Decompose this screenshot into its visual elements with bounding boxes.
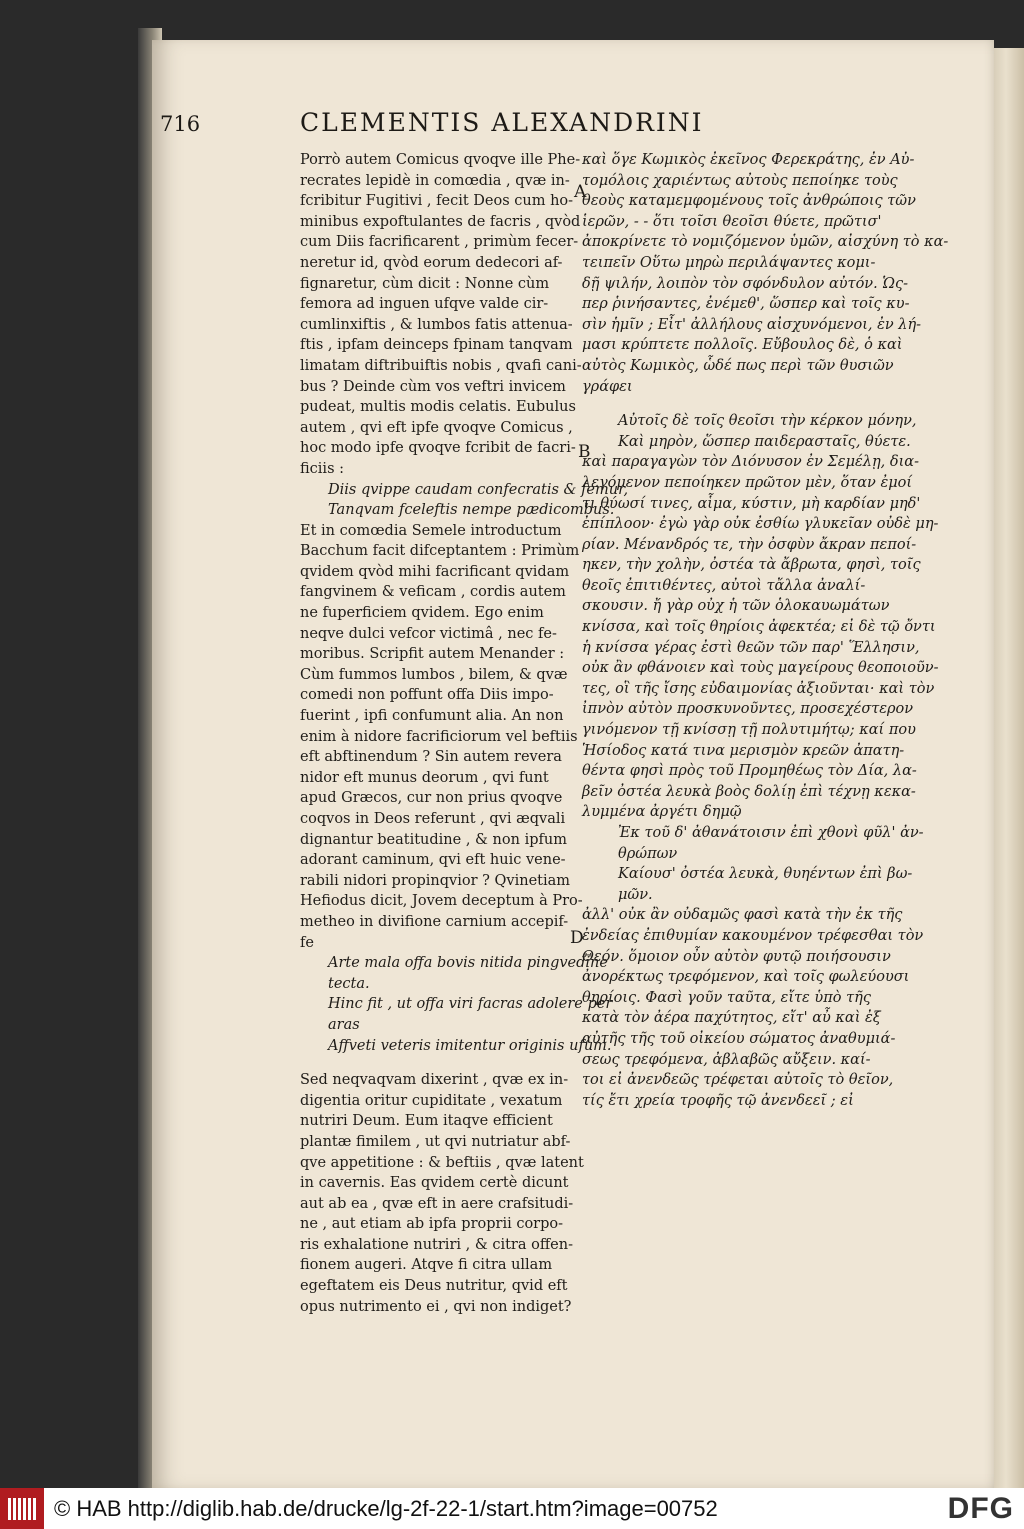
latin-text-line: aut ab ea , qvæ eft in aere crafsitudi- bbox=[300, 1195, 574, 1212]
latin-text-line: recrates lepidè in comœdia , qvæ in- bbox=[300, 172, 570, 189]
greek-text-line: ἀλλ' οὐκ ἂν οὐδαμῶς φασὶ κατὰ τὴν ἐκ τῆς bbox=[582, 907, 903, 924]
greek-text-line: θεοὺς καταμεμφομένους τοῖς ἀνθρώποις τῶν bbox=[582, 193, 916, 210]
latin-text-line: cumlinxiftis , & lumbos fatis attenua- bbox=[300, 316, 573, 333]
latin-text-line: digentia oritur cupiditate , vexatum bbox=[300, 1092, 563, 1109]
page-number: 716 bbox=[160, 112, 201, 136]
latin-text-line: bus ? Deinde cùm vos veftri invicem bbox=[300, 378, 566, 395]
greek-text-line: ηκεν, τὴν χολὴν, ὀστέα τὰ ἄβρωτα, φησὶ, τοῖς bbox=[582, 557, 921, 574]
latin-text-line: plantæ fimilem , ut qvi nutriatur abf- bbox=[300, 1133, 571, 1150]
latin-text-line: Bacchum facit difceptantem : Primùm bbox=[300, 543, 580, 560]
greek-text-line: ἀνορέκτως τρεφόμενον, καὶ τοῖς φωλεύουσι bbox=[582, 969, 910, 986]
latin-text-line: nidor eft munus deorum , qvi funt bbox=[300, 769, 549, 786]
section-mark-b: B bbox=[578, 442, 591, 462]
section-mark-a: A bbox=[574, 182, 587, 202]
greek-text-line: τομόλοις χαριέντως αὐτοὺς πεποίηκε τοὺς bbox=[582, 172, 898, 189]
greek-text-line: τίς ἔτι χρεία τροφῆς τῷ ἀνενδεεῖ ; εἰ bbox=[582, 1092, 854, 1109]
latin-text-line: nutriri Deum. Eum itaqve efficient bbox=[300, 1113, 553, 1130]
latin-text-line: ficiis : bbox=[300, 460, 345, 477]
latin-text-line: adorant caminum, qvi eft huic vene- bbox=[300, 852, 566, 869]
latin-verse-line: Hinc fit , ut offa viri facras adolere per bbox=[328, 996, 613, 1013]
latin-verse-line: aras bbox=[328, 1016, 360, 1033]
greek-text-line: ἀποκρίνετε τὸ νομιζόμενον ὑμῶν, αἰσχύνη τὸ κα- bbox=[582, 234, 949, 251]
latin-text-line: coqvos in Deos referunt , qvi æqvali bbox=[300, 811, 566, 827]
latin-text-line: pudeat, multis modis celatis. Eubulus bbox=[300, 399, 576, 416]
greek-text-line: σεως τρεφόμενα, ἀβλαβῶς αὔξειν. καί- bbox=[582, 1051, 871, 1068]
greek-text-line: ἐπίπλοον· ἐγὼ γὰρ οὐκ ἐσθίω γλυκεῖαν οὐδὲ μη- bbox=[582, 516, 939, 533]
running-title: CLEMENTIS ALEXANDRINI bbox=[300, 108, 704, 137]
latin-verse-line: Tanqvam fceleftis nempe pædicombus. bbox=[328, 502, 615, 519]
latin-spacer bbox=[300, 1056, 576, 1070]
footer-bar bbox=[0, 1488, 1024, 1529]
greek-text-line: κατὰ τὸν ἀέρα παχύτητος, εἴτ' αὖ καὶ ἐξ bbox=[582, 1010, 881, 1027]
latin-text-line: eft abftinendum ? Sin autem revera bbox=[300, 749, 562, 766]
latin-text-line: ne , aut etiam ab ipfa proprii corpo- bbox=[300, 1216, 564, 1233]
greek-text-line: κνίσσα, καὶ τοῖς θηρίοις ἀφεκτέα; εἰ δὲ τῷ ὄντι bbox=[582, 619, 936, 636]
greek-text-line: μασι κρύπτετε πολλοῖς. Εὔβουλος δὲ, ὁ καὶ bbox=[582, 337, 903, 354]
latin-text-line: Cùm fummos lumbos , bilem, & qvæ bbox=[300, 666, 568, 683]
latin-text-line: fe bbox=[300, 934, 314, 951]
latin-text-line: femora ad inguen ufqve valde cir- bbox=[300, 296, 549, 313]
latin-text-line: minibus expoftulantes de facris , qvòd bbox=[300, 213, 581, 230]
greek-text-line: τες, οἳ τῆς ἴσης εὐδαιμονίας ἀξιοῦνται· καὶ τὸν bbox=[582, 680, 935, 697]
dfg-logo[interactable]: DFG bbox=[947, 1492, 1014, 1525]
latin-text-line: ftis , ipfam deinceps fpinam tanqvam bbox=[300, 337, 573, 354]
greek-text-line: καὶ ὅγε Κωμικὸς ἐκεῖνος Φερεκράτης, ἐν Αὐ- bbox=[582, 152, 915, 168]
greek-text-line: Θεόν. ὅμοιον οὖν αὐτὸν φυτῷ ποιήσουσιν bbox=[582, 948, 891, 965]
latin-verse-line: Affveti veteris imitentur originis ufum. bbox=[328, 1037, 612, 1054]
hab-logo-icon[interactable] bbox=[0, 1488, 44, 1529]
greek-text-line: γινόμενον τῇ κνίσσῃ τῇ πολυτιμήτῳ; καί που bbox=[582, 722, 916, 739]
greek-text-line: ἰπνὸν αὐτὸν προσκυνοῦντες, προσεχέστερον bbox=[582, 701, 914, 718]
latin-text-line: limatam diftribuiftis nobis , qvafi cani- bbox=[300, 357, 582, 374]
latin-text-line: metheo in divifione carnium accepif- bbox=[300, 913, 569, 930]
greek-text-line: τι θύωσί τινες, αἷμα, κύστιν, μὴ καρδίαν μηδ' bbox=[582, 495, 921, 512]
latin-text-line: in cavernis. Eas qvidem certè dicunt bbox=[300, 1175, 569, 1192]
latin-text-line: neqve dulci vefcor victimâ , nec fe- bbox=[300, 625, 557, 642]
latin-text-line: qve appetitione : & beftiis , qvæ latent bbox=[300, 1154, 584, 1171]
latin-verse-line: tecta. bbox=[328, 975, 370, 992]
latin-text-line: qvidem qvòd mihi facrificant qvidam bbox=[300, 563, 570, 580]
latin-text-line: ris exhalatione nutriri , & citra offen- bbox=[300, 1236, 573, 1253]
latin-verse-line: Arte mala offa bovis nitida pingvedine bbox=[328, 955, 608, 972]
latin-text-line: Hefiodus dicit, Jovem deceptum à Pro- bbox=[300, 893, 583, 910]
latin-text-line: opus nutrimento ei , qvi non indiget? bbox=[300, 1298, 572, 1315]
greek-text-line: αὐτῆς τῆς τοῦ οἰκείου σώματος ἀναθυμιά- bbox=[582, 1030, 896, 1047]
greek-text-line: ἐνδείας ἐπιθυμίαν κακουμένον τρέφεσθαι τὸν bbox=[582, 927, 924, 944]
greek-verse-line: θρώπων bbox=[618, 845, 678, 862]
greek-column bbox=[582, 150, 949, 1111]
greek-text-line: λεγόμενον πεποίηκεν πρῶτον μὲν, ὅταν ἐμοί bbox=[582, 474, 913, 491]
latin-text-line: comedi non poffunt offa Diis impo- bbox=[300, 687, 554, 704]
latin-text-line: enim à nidore facrificiorum vel beftiis bbox=[300, 728, 578, 745]
latin-text-line: moribus. Scripfit autem Menander : bbox=[300, 646, 565, 663]
latin-text-line: fcribitur Fugitivi , fecit Deos cum ho- bbox=[300, 193, 574, 210]
latin-text-line: Porrò autem Comicus qvoqve ille Phe- bbox=[300, 152, 581, 168]
greek-text-line: ἡ κνίσσα γέρας ἐστὶ θεῶν τῶν παρ' Ἕλλησιν, bbox=[582, 639, 920, 656]
latin-text-line: fionem augeri. Atqve fi citra ullam bbox=[300, 1257, 553, 1274]
latin-text-line: apud Græcos, cur non prius qvoqve bbox=[300, 790, 563, 807]
greek-text-line: τοι εἰ ἀνενδεῶς τρέφεται αὐτοῖς τὸ θεῖον, bbox=[582, 1072, 894, 1089]
latin-text-line: Et in comœdia Semele introductum bbox=[300, 522, 562, 539]
greek-verse-line: Ἐκ τοῦ δ' ἀθανάτοισιν ἐπὶ χθονὶ φῦλ' ἀν- bbox=[618, 825, 924, 841]
greek-text-line: δῇ ψιλήν, λοιπὸν τὸν σφόνδυλον αὐτόν. Ὡς- bbox=[582, 275, 908, 292]
credit-link[interactable]: © HAB http://diglib.hab.de/drucke/lg-2f-22-1/start.htm?image=00752 bbox=[54, 1495, 718, 1521]
latin-text-line: hoc modo ipfe qvoqve fcribit de facri- bbox=[300, 440, 576, 457]
greek-spacer bbox=[582, 397, 938, 411]
greek-text-line: σκουσιν. ἤ γὰρ οὐχ ἡ τῶν ὁλοκαυωμάτων bbox=[582, 598, 890, 615]
greek-text-line: ἱερῶν, - - ὅτι τοῖσι θεοῖσι θύετε, πρῶτισ' bbox=[582, 213, 882, 230]
greek-verse-line: μῶν. bbox=[618, 886, 653, 903]
greek-text-line: σὶν ἡμῖν ; Εἶτ' ἀλλήλους αἰσχυνόμενοι, ἐν λή- bbox=[582, 316, 922, 333]
greek-verse-line: Καὶ μηρὸν, ὥσπερ παιδερασταῖς, θύετε. bbox=[618, 433, 911, 450]
latin-text-line: neretur id, qvòd eorum dedecori af- bbox=[300, 254, 563, 271]
greek-text-line: θεοῖς ἐπιτιθέντες, αὐτοὶ τἄλλα ἀναλί- bbox=[582, 577, 866, 594]
greek-text-line: ρίαν. Μένανδρός τε, τὴν ὀσφὺν ἄκραν πεποί- bbox=[582, 536, 917, 553]
greek-text-line: καὶ παραγαγὼν τὸν Διόνυσον ἐν Σεμέλῃ, δια- bbox=[582, 454, 919, 471]
section-mark-d: D bbox=[570, 928, 584, 948]
greek-text-line: θέντα φησὶ πρὸς τοῦ Προμηθέως τὸν Δία, λα- bbox=[582, 763, 917, 780]
greek-text-line: βεῖν ὀστέα λευκὰ βοὸς δολίῃ ἐπὶ τέχνῃ κεκα- bbox=[582, 783, 916, 800]
latin-text-line: fignaretur, cùm dicit : Nonne cùm bbox=[300, 275, 550, 292]
greek-text-line: περ ῥινήσαντες, ἐνέμεθ', ὥσπερ καὶ τοῖς κυ- bbox=[582, 296, 910, 313]
greek-verse-line: Καίουσ' ὀστέα λευκὰ, θυηέντων ἐπὶ βω- bbox=[618, 866, 913, 883]
next-page-edge bbox=[994, 48, 1024, 1488]
greek-verse-line: Αὐτοῖς δὲ τοῖς θεοῖσι τὴν κέρκον μόνην, bbox=[618, 413, 917, 430]
latin-text-line: dignantur beatitudine , & non ipfum bbox=[300, 831, 567, 848]
latin-text-line: fangvinem & veficam , cordis autem bbox=[300, 584, 566, 601]
latin-verse-line: Diis qvippe caudam confecratis & femur, bbox=[328, 481, 629, 498]
latin-text-line: ne fuperficiem qvidem. Ego enim bbox=[300, 605, 544, 622]
greek-text-line: θηρίοις. Φασὶ γοῦν ταῦτα, εἴτε ὑπὸ τῆς bbox=[582, 989, 871, 1006]
greek-text-line: αὐτὸς Κωμικὸς, ὧδέ πως περὶ τῶν θυσιῶν bbox=[582, 357, 894, 374]
greek-text-line: λυμμένα ἀργέτι δημῷ bbox=[582, 804, 742, 821]
latin-text-line: autem , qvi eft ipfe qvoqve Comicus , bbox=[300, 419, 573, 436]
greek-text-line: Ἡσίοδος κατά τινα μερισμὸν κρεῶν ἀπατη- bbox=[582, 742, 905, 759]
latin-text-line: rabili nidori propinqvior ? Qvinetiam bbox=[300, 872, 571, 889]
greek-text-line: γράφει bbox=[582, 378, 633, 395]
latin-text-line: fuerint , ipfi confumunt alia. An non bbox=[300, 708, 564, 725]
latin-text-line: cum Diis facrificarent , primùm fecer- bbox=[300, 234, 579, 251]
latin-text-line: egeftatem eis Deus nutritur, qvid eft bbox=[300, 1278, 568, 1295]
latin-text-line: Sed neqvaqvam dixerint , qvæ ex in- bbox=[300, 1072, 569, 1089]
greek-text-line: τειπεῖν Οὕτω μηρὼ περιλάψαντες κομι- bbox=[582, 254, 876, 271]
greek-text-line: οὐκ ἂν φθάνοιεν καὶ τοὺς μαγείρους θεοποιοῦν- bbox=[582, 660, 939, 677]
